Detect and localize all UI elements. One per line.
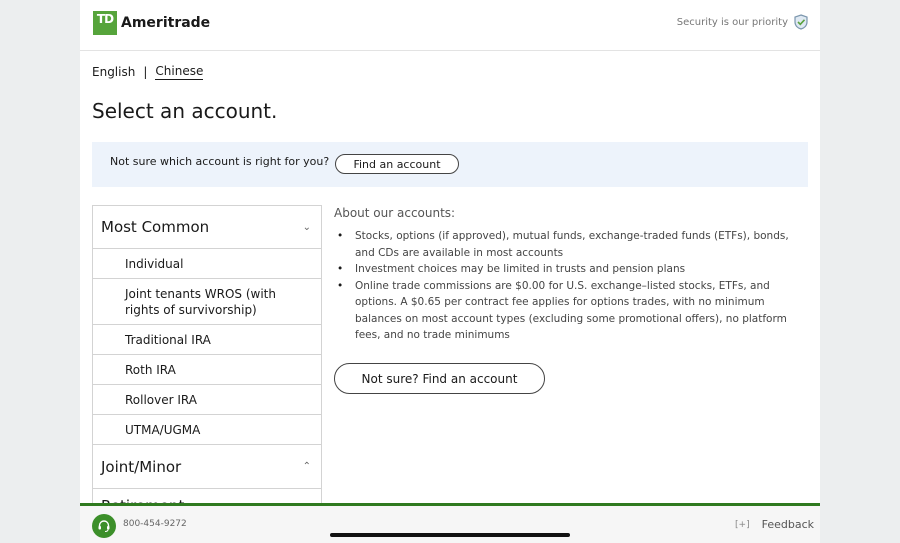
feedback-plus: [+] bbox=[735, 519, 750, 530]
list-item-label: Joint tenants WROS (with rights of survivorship) bbox=[125, 286, 276, 317]
lang-english[interactable]: English bbox=[92, 65, 136, 79]
td-logo-mark: TD bbox=[93, 11, 117, 35]
feedback-label: Feedback bbox=[761, 518, 814, 531]
account-type-list bbox=[92, 205, 322, 543]
headset-glyph bbox=[97, 519, 111, 533]
security-notice[interactable] bbox=[677, 14, 808, 30]
security-text: Security is our priority bbox=[676, 16, 788, 28]
page bbox=[80, 0, 820, 543]
home-indicator bbox=[330, 533, 570, 537]
about-bullet: • Online trade commissions are $0.00 for U.S. exchange–listed stocks, ETFs, and options. A $0.65 per contract fee applies for options trades, with no minimum balances on most account types (excluding some promotional offers), no platform fees, and no trade minimums bbox=[355, 278, 804, 344]
logo-text: Ameritrade bbox=[121, 15, 211, 31]
lang-chinese[interactable]: Chinese bbox=[155, 64, 204, 78]
banner-question: Not sure which account is right for you? bbox=[110, 155, 330, 168]
chevron-down-icon: ⌄ bbox=[302, 221, 311, 233]
account-item-joint-tenants[interactable] bbox=[93, 279, 321, 325]
account-item-utma-ugma[interactable] bbox=[93, 415, 321, 445]
section-title: Most Common bbox=[101, 218, 210, 236]
list-item-label: Rollover IRA bbox=[125, 392, 197, 407]
language-switcher bbox=[92, 64, 203, 80]
td-ameritrade-logo[interactable] bbox=[93, 11, 210, 35]
header bbox=[80, 0, 820, 51]
feedback-link[interactable] bbox=[735, 518, 814, 531]
section-most-common[interactable] bbox=[93, 206, 321, 249]
headset-icon[interactable] bbox=[92, 514, 116, 538]
help-banner bbox=[92, 142, 808, 187]
page-title: Select an account. bbox=[92, 99, 278, 123]
about-bullet: • Stocks, options (if approved), mutual funds, exchange-traded funds (ETFs), bonds, and CDs are available in most accounts bbox=[355, 228, 804, 261]
list-item-label: Individual bbox=[125, 256, 184, 271]
about-accounts bbox=[334, 206, 804, 344]
section-joint-minor[interactable] bbox=[93, 445, 321, 489]
footer-bar bbox=[80, 503, 820, 543]
list-item-label: Traditional IRA bbox=[125, 332, 211, 347]
about-title: About our accounts: bbox=[334, 206, 456, 220]
account-item-rollover-ira[interactable] bbox=[93, 385, 321, 415]
shield-check-icon bbox=[794, 14, 808, 30]
chevron-up-icon: ⌃ bbox=[302, 461, 311, 472]
about-bullets bbox=[334, 228, 804, 344]
not-sure-find-account-button[interactable]: Not sure? Find an account bbox=[334, 363, 545, 394]
account-item-roth-ira[interactable] bbox=[93, 355, 321, 385]
account-item-traditional-ira[interactable] bbox=[93, 325, 321, 355]
list-item-label: Roth IRA bbox=[125, 362, 176, 377]
list-item-label: UTMA/UGMA bbox=[125, 422, 201, 437]
section-title: Joint/Minor bbox=[101, 457, 182, 476]
about-bullet: • Investment choices may be limited in trusts and pension plans bbox=[355, 261, 804, 278]
phone-number[interactable]: 800-454-9272 bbox=[123, 519, 187, 529]
lang-separator: | bbox=[143, 65, 148, 79]
find-account-button[interactable]: Find an account bbox=[335, 154, 459, 174]
account-item-individual[interactable] bbox=[93, 249, 321, 279]
